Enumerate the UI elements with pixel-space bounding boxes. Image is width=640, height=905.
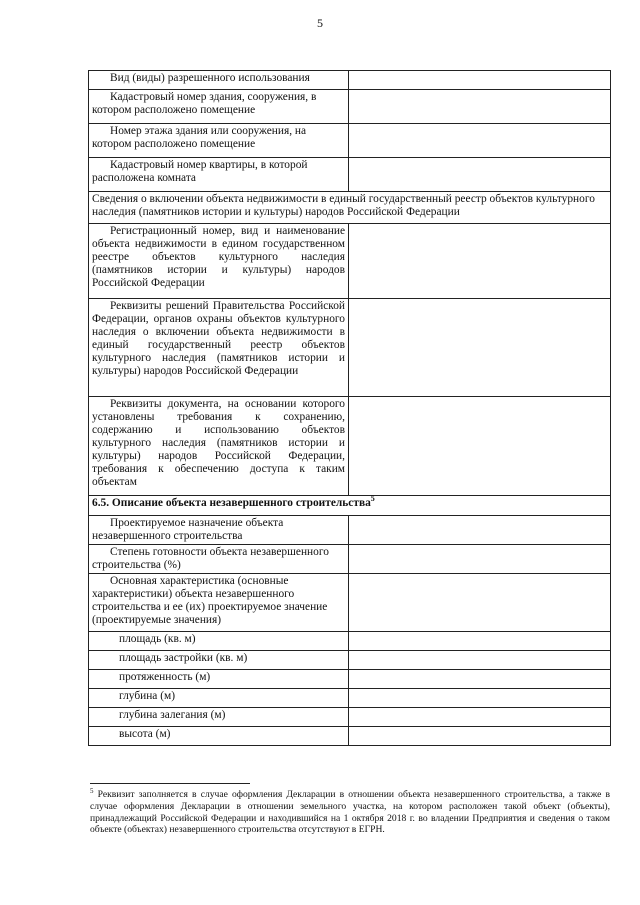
value-cell-government-decisions[interactable] <box>349 299 611 397</box>
value-cell-apartment-cadastral-number[interactable] <box>349 158 611 192</box>
value-cell-depth[interactable] <box>349 689 611 708</box>
row-label-bedding-depth: глубина залегания (м) <box>89 708 349 727</box>
row-label-permitted-use: Вид (виды) разрешенного использования <box>89 71 349 90</box>
row-label-height: высота (м) <box>89 727 349 746</box>
value-cell-registration-number[interactable] <box>349 224 611 299</box>
table-row <box>89 71 611 90</box>
value-cell-length[interactable] <box>349 670 611 689</box>
value-cell-area[interactable] <box>349 632 611 651</box>
value-cell-projected-purpose[interactable] <box>349 516 611 545</box>
construction-section-title <box>89 496 611 516</box>
value-cell-built-up-area[interactable] <box>349 651 611 670</box>
row-label-length: протяженность (м) <box>89 670 349 689</box>
page-number: 5 <box>317 16 323 30</box>
row-label-readiness-degree: Степень готовности объекта незавершенного строительства (%) <box>89 545 349 574</box>
table-row <box>89 158 611 192</box>
construction-section-title-text: 6.5. Описание объекта незавершенного строительства <box>92 497 371 509</box>
declaration-form-table <box>88 70 611 746</box>
table-row <box>89 90 611 124</box>
footnote-text: Реквизит заполняется в случае оформления Декларации в отношении объекта незавершенного строительства, а также в случае оформления Декларации в отношении земельного участка, на котором расположен такой объект (объекты), принадлежащий Российской Федерации и находившийся на 1 октября 2018 г. во владении Предприятия и сведения о таком объекте (объектах) незавершенного строительства отсутствуют в ЕГРН. <box>90 789 610 836</box>
table-row <box>89 224 611 299</box>
table-row <box>89 689 611 708</box>
row-label-building-cadastral-number: Кадастровый номер здания, сооружения, в котором расположено помещение <box>89 90 349 124</box>
row-label-requirements-document: Реквизиты документа, на основании которого установлены требования к сохранению, содержанию и использованию объектов культурного наследия (памятников истории и культуры) народов Российской Федерации, требования к обеспечению доступа к таким объектам <box>89 397 349 496</box>
table-row <box>89 574 611 632</box>
row-label-area: площадь (кв. м) <box>89 632 349 651</box>
section-header-row <box>89 192 611 224</box>
row-label-apartment-cadastral-number: Кадастровый номер квартиры, в которой расположена комната <box>89 158 349 192</box>
table-row <box>89 516 611 545</box>
footnote <box>90 786 610 836</box>
value-cell-requirements-document[interactable] <box>349 397 611 496</box>
footnote-separator <box>90 783 250 784</box>
row-label-built-up-area: площадь застройки (кв. м) <box>89 651 349 670</box>
row-label-projected-purpose: Проектируемое назначение объекта незавершенного строительства <box>89 516 349 545</box>
row-label-main-characteristics: Основная характеристика (основные характеристики) объекта незавершенного строительства и ее (их) проектируемое значение (проектируемые значения) <box>89 574 349 632</box>
table-row <box>89 632 611 651</box>
value-cell-bedding-depth[interactable] <box>349 708 611 727</box>
row-label-registration-number: Регистрационный номер, вид и наименование объекта недвижимости в едином государственном реестре объектов культурного наследия (памятников истории и культуры) народов Российской Федерации <box>89 224 349 299</box>
row-label-floor-number: Номер этажа здания или сооружения, на котором расположено помещение <box>89 124 349 158</box>
value-cell-permitted-use[interactable] <box>349 71 611 90</box>
culture-section-title: Сведения о включении объекта недвижимости в единый государственный реестр объектов культурного наследия (памятников истории и культуры) народов Российской Федерации <box>89 192 611 224</box>
row-label-depth: глубина (м) <box>89 689 349 708</box>
table-row <box>89 670 611 689</box>
footnote-mark: 5 <box>90 786 94 795</box>
table-row <box>89 727 611 746</box>
value-cell-floor-number[interactable] <box>349 124 611 158</box>
table-row <box>89 545 611 574</box>
table-row <box>89 124 611 158</box>
value-cell-height[interactable] <box>349 727 611 746</box>
value-cell-main-characteristics[interactable] <box>349 574 611 632</box>
value-cell-building-cadastral-number[interactable] <box>349 90 611 124</box>
value-cell-readiness-degree[interactable] <box>349 545 611 574</box>
table-row <box>89 299 611 397</box>
table-row <box>89 651 611 670</box>
table-row <box>89 708 611 727</box>
footnote-reference: 5 <box>370 494 375 504</box>
table-row <box>89 397 611 496</box>
row-label-government-decisions: Реквизиты решений Правительства Российской Федерации, органов охраны объектов культурного наследия о включении объекта недвижимости в единый государственный реестр объектов культурного наследия (памятников истории и культуры) народов Российской Федерации <box>89 299 349 397</box>
section-header-row <box>89 496 611 516</box>
